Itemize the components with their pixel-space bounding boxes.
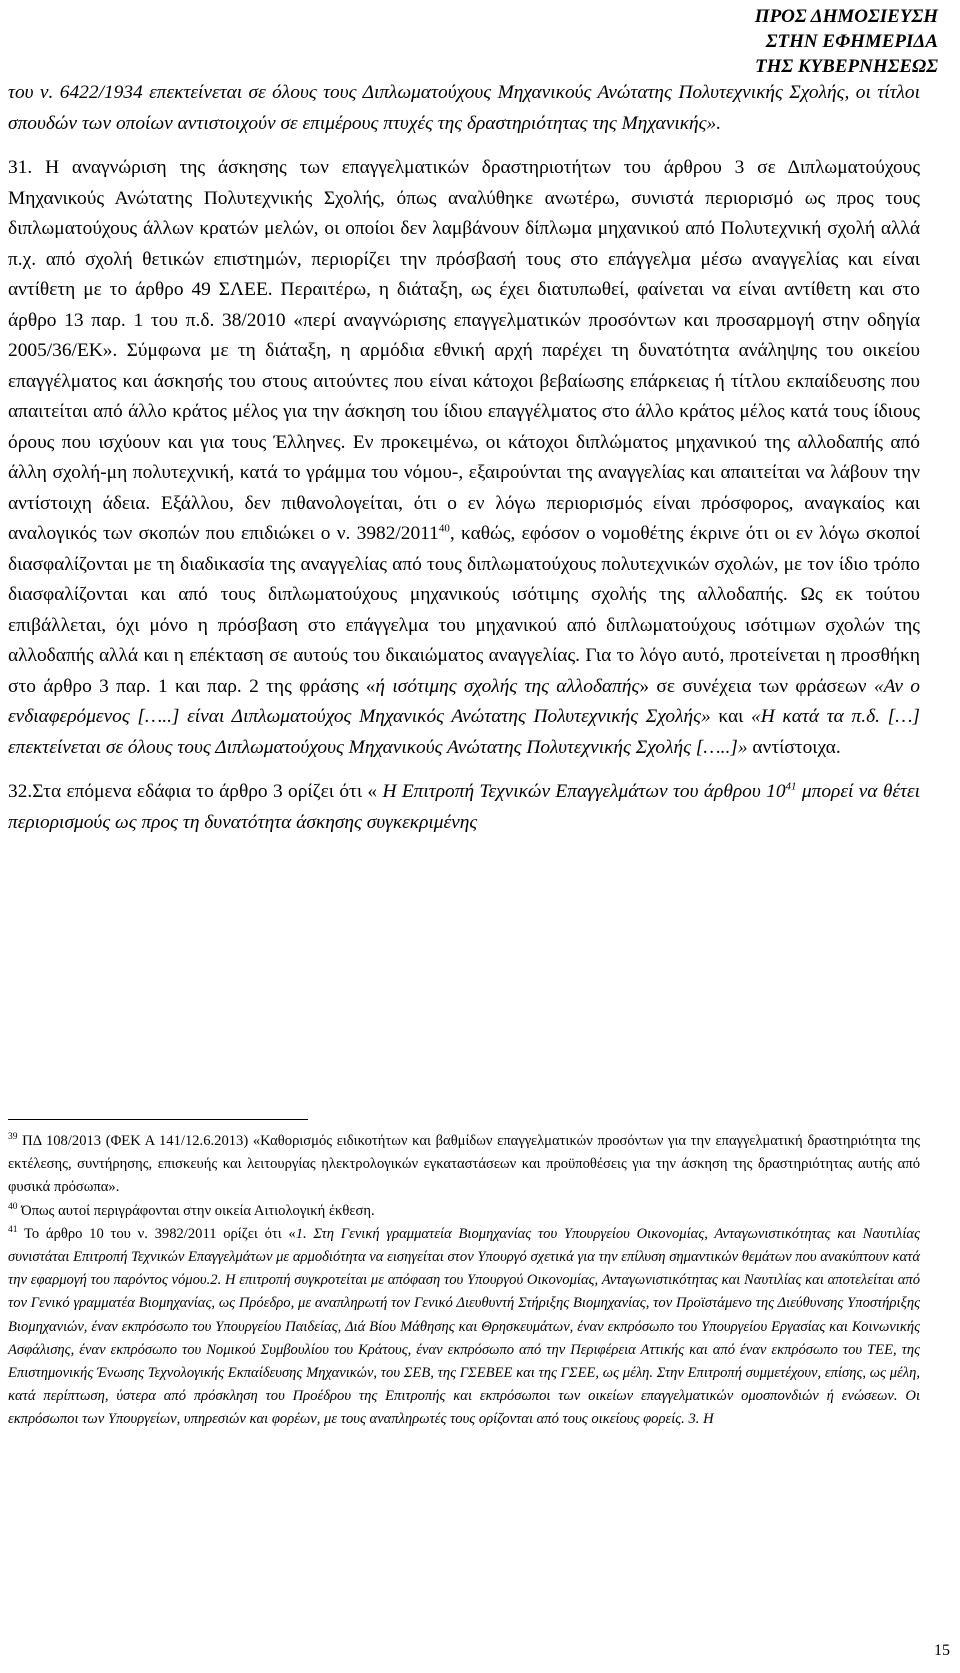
- stamp-line-2: ΣΤΗΝ ΕΦΗΜΕΡΙΔΑ: [765, 31, 938, 52]
- body-text: [8, 78, 920, 838]
- p32-italic-b: μπορεί να θέτει περιορισμούς ως προς τη δυνατότητα άσκησης συγκεκριμένης: [8, 781, 920, 833]
- p31-italic-quote-2: «Η κατά τα π.δ. […] επεκτείνεται σε όλους τους Διπλωματούχους Μηχανικούς Ανώτατης Πολυτεχνικής Σχολής […..]»: [8, 706, 920, 758]
- p32-italic-a: Η Επιτροπή Τεχνικών Επαγγελμάτων του άρθρου 10: [382, 781, 786, 802]
- footnote-39: [8, 1130, 920, 1200]
- page-number: 15: [934, 1642, 950, 1659]
- p31-italic-quote-1: «Αν ο ενδιαφερόμενος […..] είναι Διπλωματούχος Μηχανικός Ανώτατης Πολυτεχνικής Σχολής»: [8, 675, 920, 727]
- footnote-39-text: ΠΔ 108/2013 (ΦΕΚ Α 141/12.6.2013) «Καθορισμός ειδικοτήτων και βαθμίδων επαγγελματικών προσόντων για την επαγγελματική δραστηριότητα της εκτέλεσης, συντήρησης, επισκευής και λειτουργίας ηλεκτρολογικών εγκαταστάσεων και προϋποθέσεις για την άσκηση της δραστηριότητας αυτής από φυσικά πρόσωπα».: [8, 1133, 920, 1196]
- footnotes: [8, 1130, 920, 1432]
- paragraph-32: [8, 777, 920, 838]
- footnote-40: [8, 1200, 920, 1223]
- footnote-41-italic: 1. Στη Γενική γραμματεία Βιομηχανίας του Υπουργείου Οικονομίας, Ανταγωνιστικότητας και Ναυτιλίας συνιστάται Επιτροπή Τεχνικών Επαγγελμάτων με αρμοδιότητα να εισηγείται στον Υπουργό σχετικά για την επίλυση σημαντικών θεμάτων που ανακύπτουν κατά την εφαρμογή του παρόντος νόμου.2. Η επιτροπή συγκροτείται με απόφαση του Υπουργού Οικονομίας, Ανταγωνιστικότητας και Ναυτιλίας και αποτελείται από τον Γενικό γραμματέα Βιομηχανίας, ως Πρόεδρο, με αναπληρωτή τον Γενικό Διευθυντή Στήριξης Βιομηχανίας, τον Προϊστάμενο της Διεύθυνσης Υποστήριξης Βιομηχανιών, έναν εκπρόσωπο του Υπουργείου Παιδείας, Διά Βίου Μάθησης και Θρησκευμάτων, έναν εκπρόσωπο του Υπουργείου Εργασίας και Κοινωνικής Ασφάλισης, έναν εκπρόσωπο του Νομικού Συμβουλίου του Κράτους, έναν εκπρόσωπο από την Περιφέρεια Αττικής και από έναν εκπρόσωπο του ΤΕΕ, της Επιστημονικής Ένωσης Τεχνολογικής Εκπαίδευσης Μηχανικών, του ΣΕΒ, της ΓΣΕΒΕΕ και της ΓΣΕΕ, ως μέλη. Στην Επιτροπή συμμετέχουν, επίσης, ως μέλη, κατά περίπτωση, ύστερα από πρόσκληση του Προέδρου της Επιτροπής και εκπρόσωποι των οικείων επαγγελματικών ομοσπονδιών ή ενώσεων. Οι εκπρόσωποι των Υπουργείων, υπηρεσιών και φορέων, με τους αναπληρωτές τους ορίζονται από τους οικείους φορείς. 3. Η: [8, 1225, 920, 1428]
- p32-text-a: 32.Στα επόμενα εδάφια το άρθρο 3 ορίζει ότι «: [8, 781, 383, 802]
- intro-italic: του ν. 6422/1934 επεκτείνεται σε όλους τους Διπλωματούχους Μηχανικούς Ανώτατης Πολυτεχνικής Σχολής, οι τίτλοι σπουδών των οποίων αντιστοιχούν σε επιμέρους πτυχές της δραστηριότητας της Μηχανικής».: [8, 82, 920, 134]
- p31-text-e: αντίστοιχα.: [747, 736, 841, 758]
- p31-text-b: , καθώς, εφόσον ο νομοθέτης έκρινε ότι οι εν λόγω σκοποί διασφαλίζονται με τη διαδικασία της αναγγελίας από τους διπλωματούχους πολυτεχνικών σχολών, με τον ίδιο τρόπο διασφαλίζονται και από τους διπλωματούχους μηχανικούς ισότιμης σχολής της αλλοδαπής. Ως εκ τούτου επιβάλλεται, όχι μόνο η πρόσβαση στο επάγγελμα του μηχανικού από διπλωματούχους ισότιμων σχολών της αλλοδαπής αλλά και η επέκταση σε αυτούς του δικαιώματος αναγγελίας. Για το λόγο αυτό, προτείνεται η προσθήκη στο άρθρο 3 παρ. 1 και παρ. 2 της φράσης «: [8, 523, 921, 697]
- paragraph-31: [8, 153, 920, 763]
- p31-text-c: » σε συνέχεια των φράσεων: [639, 675, 874, 697]
- footnote-ref-41: 41: [785, 780, 797, 793]
- intro-paragraph: [8, 78, 920, 139]
- footnote-40-text: Όπως αυτοί περιγράφονται στην οικεία Αιτιολογική έκθεση.: [17, 1202, 375, 1219]
- footnote-ref-40: 40: [438, 522, 450, 535]
- footnote-separator: [8, 1119, 308, 1120]
- publication-stamp: [678, 4, 938, 79]
- footnote-41: [8, 1223, 920, 1432]
- footnote-39-mark: 39: [8, 1132, 18, 1143]
- footnote-41-mark: 41: [8, 1224, 18, 1235]
- stamp-line-3: ΤΗΣ ΚΥΒΕΡΝΗΣΕΩΣ: [754, 56, 938, 77]
- stamp-line-1: ΠΡΟΣ ΔΗΜΟΣΙΕΥΣΗ: [754, 6, 938, 27]
- footnote-41-text: Το άρθρο 10 του ν. 3982/2011 ορίζει ότι «: [17, 1225, 296, 1242]
- footnote-40-mark: 40: [8, 1201, 18, 1212]
- p31-text-d: και: [710, 706, 752, 727]
- p31-italic-phrase: ή ισότιμης σχολής της αλλοδαπής: [375, 675, 640, 697]
- p31-text-a: 31. Η αναγνώριση της άσκησης των επαγγελματικών δραστηριοτήτων του άρθρου 3 σε Διπλωματούχους Μηχανικούς Ανώτατης Πολυτεχνικής Σχολής, όπως αναλύθηκε ανωτέρω, συνιστά περιορισμό ως προς τους διπλωματούχους άλλων κρατών μελών, οι οποίοι δεν λαμβάνουν δίπλωμα μηχανικού από Πολυτεχνική σχολή αλλά π.χ. από σχολή θετικών επιστημών, περιορίζει την πρόσβασή τους στο επάγγελμα μέσω αναγγελίας και είναι αντίθετη με το άρθρο 49 ΣΛΕΕ. Περαιτέρω, η διάταξη, ως έχει διατυπωθεί, φαίνεται να είναι αντίθετη και στο άρθρο 13 παρ. 1 του π.δ. 38/2010 «περί αναγνώρισης επαγγελματικών προσόντων και προσαρμογή στην οδηγία 2005/36/ΕΚ». Σύμφωνα με τη διάταξη, η αρμόδια εθνική αρχή παρέχει τη δυνατότητα ανάληψης του οικείου επαγγέλματος και άσκησής του στους αιτούντες που είναι κάτοχοι βεβαίωσης επάρκειας ή τίτλου εκπαίδευσης που απαιτείται από άλλο κράτος μέλος για την άσκηση του ίδιου επαγγέλματος στο άλλο κράτος μέλος κατά τους ίδιους όρους που ισχύουν και για τους Έλληνες. Εν προκειμένω, οι κάτοχοι διπλώματος μηχανικού της αλλοδαπής από άλλη σχολή-μη πολυτεχνική, κατά το γράμμα του νόμου-, εξαιρούνται της αναγγελίας και απαιτείται να λάβουν την αντίστοιχη άδεια. Εξάλλου, δεν πιθανολογείται, ότι ο εν λόγω περιορισμός είναι πρόσφορος, αναγκαίος και αναλογικός των σκοπών που επιδιώκει ο ν. 3982/2011: [8, 157, 920, 544]
